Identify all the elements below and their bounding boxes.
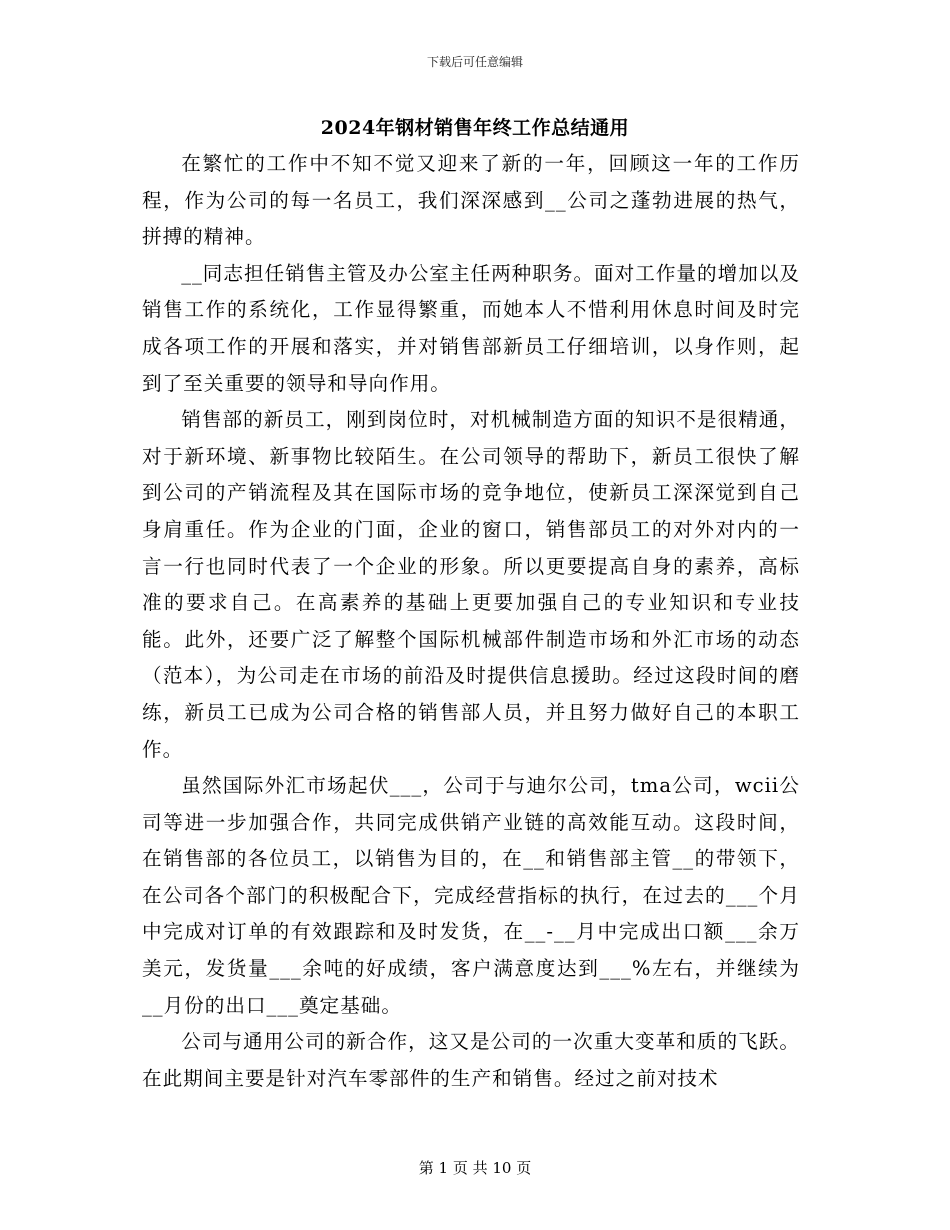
- body-paragraph: 销售部的新员工，刚到岗位时，对机械制造方面的知识不是很精通，对于新环境、新事物比较陌生。在公司领导的帮助下，新员工很快了解到公司的产销流程及其在国际市场的竞争地位，使新员工深深觉到自己身肩重任。作为企业的门面，企业的窗口，销售部员工的对外对内的一言一行也同时代表了一个企业的形象。所以更要提高自身的素养，高标准的要求自己。在高素养的基础上更要加强自己的专业知识和专业技能。此外，还要广泛了解整个国际机械部件制造市场和外汇市场的动态（范本），为公司走在市场的前沿及时提供信息援助。经过这段时间的磨练，新员工已成为公司合格的销售部人员，并且努力做好自己的本职工作。: [142, 408, 800, 761]
- document-body: [142, 146, 800, 1097]
- page-header-note: 下载后可任意编辑: [426, 55, 523, 69]
- body-paragraph: 虽然国际外汇市场起伏___，公司于与迪尔公司，tma公司，wcii公司等进一步加强合作，共同完成供销产业链的高效能互动。这段时间，在销售部的各位员工，以销售为目的，在__和销售部主管__的带领下，在公司各个部门的积极配合下，完成经营指标的执行，在过去的___个月中完成对订单的有效跟踪和及时发货，在__-__月中完成出口额___余万美元，发货量___余吨的好成绩，客户满意度达到___%左右，并继续为__月份的出口___奠定基础。: [142, 774, 800, 1017]
- body-paragraph: 公司与通用公司的新合作，这又是公司的一次重大变革和质的飞跃。在此期间主要是针对汽车零部件的生产和销售。经过之前对技术: [142, 1030, 800, 1090]
- document-title: 2024年钢材销售年终工作总结通用: [320, 117, 630, 139]
- body-paragraph: 在繁忙的工作中不知不觉又迎来了新的一年，回顾这一年的工作历程，作为公司的每一名员工，我们深深感到__公司之蓬勃进展的热气，拼搏的精神。: [142, 152, 800, 249]
- body-paragraph: __同志担任销售主管及办公室主任两种职务。面对工作量的增加以及销售工作的系统化，工作显得繁重，而她本人不惜利用休息时间及时完成各项工作的开展和落实，并对销售部新员工仔细培训，以身作则，起到了至关重要的领导和导向作用。: [142, 261, 800, 395]
- page-number-footer: 第 1 页 共 10 页: [418, 1159, 532, 1177]
